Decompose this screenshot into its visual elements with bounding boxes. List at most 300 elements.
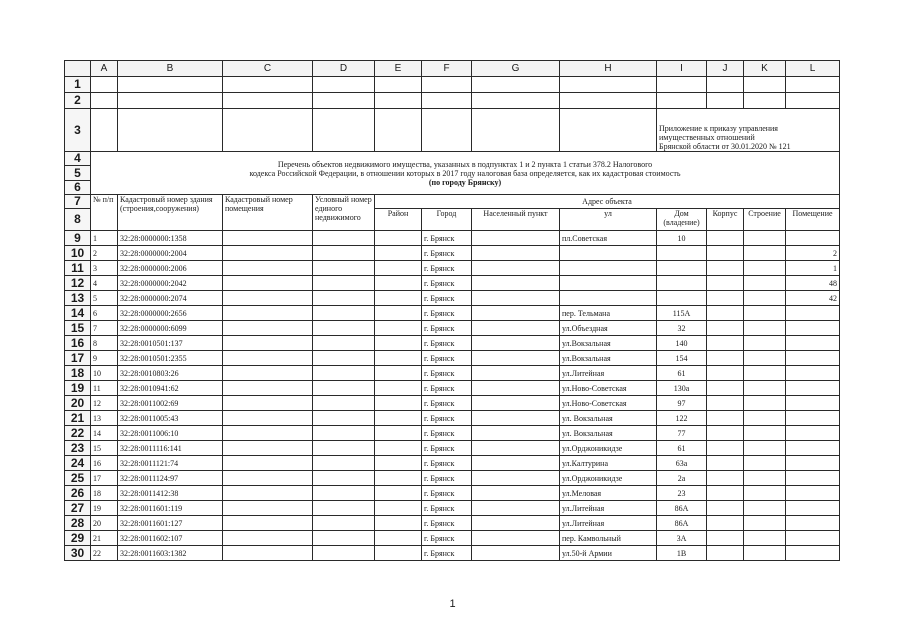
cell-cad-room[interactable]	[223, 336, 313, 351]
cell-building[interactable]	[744, 351, 786, 366]
cell-corpus[interactable]	[707, 471, 744, 486]
cell-room[interactable]	[786, 501, 840, 516]
cell-cad-building[interactable]: 32:28:0010803:26	[118, 366, 223, 381]
cell-corpus[interactable]	[707, 531, 744, 546]
column-header-l[interactable]: L	[786, 61, 840, 77]
cell-cad-building[interactable]: 32:28:0000000:2004	[118, 246, 223, 261]
header-cad-building[interactable]: Кадастровый номер здания (строения,сооружения)	[118, 195, 223, 231]
cell-room[interactable]	[786, 411, 840, 426]
cell-locality[interactable]	[472, 231, 560, 246]
cell-house[interactable]: 130а	[657, 381, 707, 396]
cell-room[interactable]	[786, 546, 840, 561]
cell-locality[interactable]	[472, 321, 560, 336]
cell-district[interactable]	[375, 306, 422, 321]
cell[interactable]	[375, 109, 422, 152]
cell[interactable]	[744, 77, 786, 93]
cell-street[interactable]: ул.Вокзальная	[560, 336, 657, 351]
cell-district[interactable]	[375, 336, 422, 351]
cell-building[interactable]	[744, 231, 786, 246]
cell-city[interactable]: г. Брянск	[422, 366, 472, 381]
cell-num[interactable]: 10	[91, 366, 118, 381]
cell-city[interactable]: г. Брянск	[422, 231, 472, 246]
cell-num[interactable]: 17	[91, 471, 118, 486]
cell-locality[interactable]	[472, 381, 560, 396]
cell-num[interactable]: 7	[91, 321, 118, 336]
cell[interactable]	[118, 109, 223, 152]
cell-city[interactable]: г. Брянск	[422, 351, 472, 366]
header-locality[interactable]: Населенный пункт	[472, 209, 560, 231]
cell-cond-num[interactable]	[313, 396, 375, 411]
cell[interactable]	[313, 93, 375, 109]
column-header-i[interactable]: I	[657, 61, 707, 77]
column-header-e[interactable]: E	[375, 61, 422, 77]
cell-house[interactable]	[657, 276, 707, 291]
cell-street[interactable]: пер. Тельмана	[560, 306, 657, 321]
cell-cad-building[interactable]: 32:28:0000000:2074	[118, 291, 223, 306]
cell-cad-building[interactable]: 32:28:0010941:62	[118, 381, 223, 396]
cell-num[interactable]: 6	[91, 306, 118, 321]
cell-street[interactable]	[560, 291, 657, 306]
cell-district[interactable]	[375, 321, 422, 336]
cell-corpus[interactable]	[707, 441, 744, 456]
cell-locality[interactable]	[472, 426, 560, 441]
cell-corpus[interactable]	[707, 261, 744, 276]
cell-cad-building[interactable]: 32:28:0010501:137	[118, 336, 223, 351]
cell-street[interactable]: ул.Орджоникидзе	[560, 441, 657, 456]
cell-room[interactable]	[786, 426, 840, 441]
column-header-g[interactable]: G	[472, 61, 560, 77]
cell-city[interactable]: г. Брянск	[422, 471, 472, 486]
cell-locality[interactable]	[472, 441, 560, 456]
cell-district[interactable]	[375, 441, 422, 456]
row-header[interactable]: 10	[65, 246, 91, 261]
cell-house[interactable]: 154	[657, 351, 707, 366]
cell-room[interactable]	[786, 381, 840, 396]
cell-building[interactable]	[744, 426, 786, 441]
cell-corpus[interactable]	[707, 276, 744, 291]
cell-cond-num[interactable]	[313, 456, 375, 471]
column-header-b[interactable]: B	[118, 61, 223, 77]
cell-street[interactable]: ул.Литейная	[560, 516, 657, 531]
cell[interactable]	[707, 93, 744, 109]
cell-street[interactable]: ул. Вокзальная	[560, 426, 657, 441]
cell-num[interactable]: 1	[91, 231, 118, 246]
cell-locality[interactable]	[472, 411, 560, 426]
cell-locality[interactable]	[472, 351, 560, 366]
cell-locality[interactable]	[472, 516, 560, 531]
cell-district[interactable]	[375, 486, 422, 501]
appendix-note[interactable]	[657, 109, 840, 152]
cell[interactable]	[422, 109, 472, 152]
cell-house[interactable]: 122	[657, 411, 707, 426]
cell[interactable]	[91, 109, 118, 152]
cell-locality[interactable]	[472, 276, 560, 291]
cell-house[interactable]: 97	[657, 396, 707, 411]
cell-num[interactable]: 18	[91, 486, 118, 501]
header-city[interactable]: Город	[422, 209, 472, 231]
cell-city[interactable]: г. Брянск	[422, 321, 472, 336]
cell-cad-building[interactable]: 32:28:0011121:74	[118, 456, 223, 471]
cell-locality[interactable]	[472, 456, 560, 471]
cell-cad-building[interactable]: 32:28:0010501:2355	[118, 351, 223, 366]
document-title[interactable]	[91, 152, 840, 195]
header-room[interactable]: Помещение	[786, 209, 840, 231]
header-building[interactable]: Строение	[744, 209, 786, 231]
cell-locality[interactable]	[472, 261, 560, 276]
cell-corpus[interactable]	[707, 486, 744, 501]
cell-building[interactable]	[744, 381, 786, 396]
cell-cad-room[interactable]	[223, 291, 313, 306]
cell-locality[interactable]	[472, 366, 560, 381]
cell-num[interactable]: 21	[91, 531, 118, 546]
cell-building[interactable]	[744, 306, 786, 321]
cell-corpus[interactable]	[707, 396, 744, 411]
header-address[interactable]: Адрес объекта	[375, 195, 840, 209]
cell-house[interactable]: 115А	[657, 306, 707, 321]
cell[interactable]	[560, 93, 657, 109]
cell-cond-num[interactable]	[313, 276, 375, 291]
cell[interactable]	[786, 93, 840, 109]
cell-house[interactable]: 86А	[657, 516, 707, 531]
cell-cad-room[interactable]	[223, 306, 313, 321]
row-header[interactable]: 29	[65, 531, 91, 546]
cell-locality[interactable]	[472, 486, 560, 501]
cell-district[interactable]	[375, 426, 422, 441]
cell-city[interactable]: г. Брянск	[422, 276, 472, 291]
cell-house[interactable]: 61	[657, 441, 707, 456]
cell-corpus[interactable]	[707, 351, 744, 366]
cell-district[interactable]	[375, 411, 422, 426]
cell-cad-room[interactable]	[223, 411, 313, 426]
cell-cond-num[interactable]	[313, 546, 375, 561]
cell[interactable]	[422, 93, 472, 109]
cell-house[interactable]	[657, 261, 707, 276]
cell-cond-num[interactable]	[313, 366, 375, 381]
cell-num[interactable]: 3	[91, 261, 118, 276]
cell-building[interactable]	[744, 276, 786, 291]
cell-num[interactable]: 9	[91, 351, 118, 366]
cell-street[interactable]: ул.Объездная	[560, 321, 657, 336]
row-header[interactable]: 5	[65, 166, 91, 181]
cell-house[interactable]: 1В	[657, 546, 707, 561]
cell-cond-num[interactable]	[313, 471, 375, 486]
cell-city[interactable]: г. Брянск	[422, 426, 472, 441]
cell-cad-building[interactable]: 32:28:0000000:2042	[118, 276, 223, 291]
cell-house[interactable]: 86А	[657, 501, 707, 516]
cell-corpus[interactable]	[707, 546, 744, 561]
row-header[interactable]: 18	[65, 366, 91, 381]
cell-room[interactable]: 42	[786, 291, 840, 306]
row-header[interactable]: 3	[65, 109, 91, 152]
cell-district[interactable]	[375, 381, 422, 396]
cell-street[interactable]: ул.Литейная	[560, 366, 657, 381]
cell[interactable]	[375, 77, 422, 93]
cell-cad-building[interactable]: 32:28:0011006:10	[118, 426, 223, 441]
cell-house[interactable]: 77	[657, 426, 707, 441]
row-header[interactable]: 30	[65, 546, 91, 561]
row-header[interactable]: 19	[65, 381, 91, 396]
cell-district[interactable]	[375, 351, 422, 366]
cell-building[interactable]	[744, 456, 786, 471]
cell[interactable]	[118, 77, 223, 93]
cell-room[interactable]	[786, 396, 840, 411]
cell-district[interactable]	[375, 501, 422, 516]
cell-num[interactable]: 4	[91, 276, 118, 291]
cell-corpus[interactable]	[707, 516, 744, 531]
row-header[interactable]: 12	[65, 276, 91, 291]
column-header-k[interactable]: K	[744, 61, 786, 77]
cell-street[interactable]	[560, 276, 657, 291]
cell-cad-room[interactable]	[223, 516, 313, 531]
cell-building[interactable]	[744, 396, 786, 411]
cell[interactable]	[375, 93, 422, 109]
cell-cad-room[interactable]	[223, 321, 313, 336]
cell-corpus[interactable]	[707, 336, 744, 351]
cell-room[interactable]	[786, 531, 840, 546]
cell-cad-room[interactable]	[223, 351, 313, 366]
cell-cad-room[interactable]	[223, 246, 313, 261]
cell-city[interactable]: г. Брянск	[422, 291, 472, 306]
cell-cond-num[interactable]	[313, 411, 375, 426]
cell-locality[interactable]	[472, 471, 560, 486]
cell[interactable]	[560, 109, 657, 152]
cell[interactable]	[223, 109, 313, 152]
cell-room[interactable]	[786, 336, 840, 351]
cell-cond-num[interactable]	[313, 306, 375, 321]
cell-building[interactable]	[744, 366, 786, 381]
row-header[interactable]: 1	[65, 77, 91, 93]
cell-district[interactable]	[375, 531, 422, 546]
cell-building[interactable]	[744, 441, 786, 456]
cell-city[interactable]: г. Брянск	[422, 336, 472, 351]
cell-city[interactable]: г. Брянск	[422, 516, 472, 531]
column-header-f[interactable]: F	[422, 61, 472, 77]
cell-room[interactable]	[786, 231, 840, 246]
cell-building[interactable]	[744, 336, 786, 351]
row-header[interactable]: 2	[65, 93, 91, 109]
cell-city[interactable]: г. Брянск	[422, 306, 472, 321]
cell-city[interactable]: г. Брянск	[422, 486, 472, 501]
cell-room[interactable]	[786, 486, 840, 501]
cell-corpus[interactable]	[707, 231, 744, 246]
cell-street[interactable]	[560, 261, 657, 276]
cell-cad-room[interactable]	[223, 396, 313, 411]
cell-room[interactable]	[786, 366, 840, 381]
cell-cad-room[interactable]	[223, 426, 313, 441]
cell-num[interactable]: 12	[91, 396, 118, 411]
cell-street[interactable]: ул.Калтурина	[560, 456, 657, 471]
cell-cond-num[interactable]	[313, 351, 375, 366]
row-header[interactable]: 28	[65, 516, 91, 531]
cell-cad-building[interactable]: 32:28:0011116:141	[118, 441, 223, 456]
cell-room[interactable]	[786, 456, 840, 471]
cell-building[interactable]	[744, 246, 786, 261]
cell-cad-building[interactable]: 32:28:0011124:97	[118, 471, 223, 486]
corner-cell[interactable]	[65, 61, 91, 77]
cell-building[interactable]	[744, 501, 786, 516]
cell-cad-building[interactable]: 32:28:0011002:69	[118, 396, 223, 411]
cell-room[interactable]: 2	[786, 246, 840, 261]
cell-num[interactable]: 14	[91, 426, 118, 441]
cell-cad-room[interactable]	[223, 456, 313, 471]
cell-building[interactable]	[744, 516, 786, 531]
cell[interactable]	[472, 109, 560, 152]
cell-building[interactable]	[744, 486, 786, 501]
row-header[interactable]: 6	[65, 181, 91, 195]
cell-locality[interactable]	[472, 306, 560, 321]
cell-house[interactable]	[657, 246, 707, 261]
cell-num[interactable]: 5	[91, 291, 118, 306]
cell-cond-num[interactable]	[313, 486, 375, 501]
cell-cond-num[interactable]	[313, 261, 375, 276]
row-header[interactable]: 23	[65, 441, 91, 456]
cell-city[interactable]: г. Брянск	[422, 531, 472, 546]
cell-building[interactable]	[744, 261, 786, 276]
column-header-c[interactable]: C	[223, 61, 313, 77]
cell-street[interactable]: ул.Вокзальная	[560, 351, 657, 366]
row-header[interactable]: 8	[65, 209, 91, 231]
cell-cond-num[interactable]	[313, 426, 375, 441]
cell[interactable]	[707, 77, 744, 93]
cell[interactable]	[313, 77, 375, 93]
cell-cond-num[interactable]	[313, 231, 375, 246]
cell-locality[interactable]	[472, 336, 560, 351]
cell-cad-building[interactable]: 32:28:0000000:2006	[118, 261, 223, 276]
cell[interactable]	[560, 77, 657, 93]
cell-district[interactable]	[375, 246, 422, 261]
cell-house[interactable]: 140	[657, 336, 707, 351]
cell-room[interactable]	[786, 306, 840, 321]
header-cad-room[interactable]: Кадастровый номер помещения	[223, 195, 313, 231]
cell-num[interactable]: 16	[91, 456, 118, 471]
cell-district[interactable]	[375, 546, 422, 561]
cell-city[interactable]: г. Брянск	[422, 246, 472, 261]
cell-cad-building[interactable]: 32:28:0011601:127	[118, 516, 223, 531]
row-header[interactable]: 20	[65, 396, 91, 411]
cell-cond-num[interactable]	[313, 501, 375, 516]
cell-corpus[interactable]	[707, 366, 744, 381]
cell-street[interactable]: ул.Орджоникидзе	[560, 471, 657, 486]
cell-city[interactable]: г. Брянск	[422, 441, 472, 456]
cell-cad-room[interactable]	[223, 231, 313, 246]
cell-street[interactable]	[560, 246, 657, 261]
cell-corpus[interactable]	[707, 291, 744, 306]
cell-cad-room[interactable]	[223, 501, 313, 516]
cell-district[interactable]	[375, 366, 422, 381]
cell-street[interactable]: пл.Советская	[560, 231, 657, 246]
cell[interactable]	[744, 93, 786, 109]
row-header[interactable]: 4	[65, 152, 91, 166]
cell-num[interactable]: 15	[91, 441, 118, 456]
cell-building[interactable]	[744, 291, 786, 306]
cell-cad-room[interactable]	[223, 546, 313, 561]
cell[interactable]	[223, 93, 313, 109]
row-header[interactable]: 27	[65, 501, 91, 516]
cell-district[interactable]	[375, 516, 422, 531]
cell-building[interactable]	[744, 531, 786, 546]
cell-cad-room[interactable]	[223, 366, 313, 381]
cell-locality[interactable]	[472, 501, 560, 516]
cell-locality[interactable]	[472, 246, 560, 261]
cell-cad-room[interactable]	[223, 381, 313, 396]
cell-corpus[interactable]	[707, 306, 744, 321]
row-header[interactable]: 9	[65, 231, 91, 246]
cell[interactable]	[657, 93, 707, 109]
cell-cad-room[interactable]	[223, 276, 313, 291]
cell-house[interactable]	[657, 291, 707, 306]
header-num[interactable]: № п/п	[91, 195, 118, 231]
cell-room[interactable]: 1	[786, 261, 840, 276]
row-header[interactable]: 14	[65, 306, 91, 321]
cell-cond-num[interactable]	[313, 321, 375, 336]
cell-house[interactable]: 10	[657, 231, 707, 246]
cell-corpus[interactable]	[707, 456, 744, 471]
cell-house[interactable]: 61	[657, 366, 707, 381]
cell-street[interactable]: ул.Ново-Советская	[560, 381, 657, 396]
row-header[interactable]: 17	[65, 351, 91, 366]
row-header[interactable]: 24	[65, 456, 91, 471]
cell-district[interactable]	[375, 396, 422, 411]
cell-street[interactable]: пер. Камвольный	[560, 531, 657, 546]
cell-house[interactable]: 63а	[657, 456, 707, 471]
cell-building[interactable]	[744, 471, 786, 486]
cell-street[interactable]: ул.Меловая	[560, 486, 657, 501]
cell-num[interactable]: 22	[91, 546, 118, 561]
cell-cad-room[interactable]	[223, 261, 313, 276]
row-header[interactable]: 22	[65, 426, 91, 441]
cell-district[interactable]	[375, 471, 422, 486]
cell-city[interactable]: г. Брянск	[422, 411, 472, 426]
cell-street[interactable]: ул. Вокзальная	[560, 411, 657, 426]
cell-cad-building[interactable]: 32:28:0000000:2656	[118, 306, 223, 321]
cell-cad-building[interactable]: 32:28:0011412:38	[118, 486, 223, 501]
cell-corpus[interactable]	[707, 321, 744, 336]
cell[interactable]	[313, 109, 375, 152]
cell-room[interactable]	[786, 516, 840, 531]
cell-cond-num[interactable]	[313, 381, 375, 396]
row-header[interactable]: 13	[65, 291, 91, 306]
cell-street[interactable]: ул.50-й Армии	[560, 546, 657, 561]
cell-num[interactable]: 20	[91, 516, 118, 531]
cell-locality[interactable]	[472, 531, 560, 546]
cell-house[interactable]: 23	[657, 486, 707, 501]
cell-building[interactable]	[744, 546, 786, 561]
cell-house[interactable]: 2а	[657, 471, 707, 486]
cell-cond-num[interactable]	[313, 336, 375, 351]
column-header-a[interactable]: A	[91, 61, 118, 77]
cell-building[interactable]	[744, 411, 786, 426]
cell-district[interactable]	[375, 276, 422, 291]
cell-house[interactable]: 32	[657, 321, 707, 336]
header-corpus[interactable]: Корпус	[707, 209, 744, 231]
cell-building[interactable]	[744, 321, 786, 336]
cell-street[interactable]: ул.Литейная	[560, 501, 657, 516]
cell[interactable]	[786, 77, 840, 93]
cell[interactable]	[422, 77, 472, 93]
cell[interactable]	[472, 93, 560, 109]
cell-cad-room[interactable]	[223, 531, 313, 546]
cell-cad-room[interactable]	[223, 486, 313, 501]
cell-cond-num[interactable]	[313, 531, 375, 546]
cell-corpus[interactable]	[707, 411, 744, 426]
cell-city[interactable]: г. Брянск	[422, 456, 472, 471]
cell-num[interactable]: 8	[91, 336, 118, 351]
row-header[interactable]: 26	[65, 486, 91, 501]
cell-room[interactable]	[786, 441, 840, 456]
cell-cond-num[interactable]	[313, 291, 375, 306]
cell-cad-building[interactable]: 32:28:0011603:1382	[118, 546, 223, 561]
cell-cad-building[interactable]: 32:28:0011005:43	[118, 411, 223, 426]
